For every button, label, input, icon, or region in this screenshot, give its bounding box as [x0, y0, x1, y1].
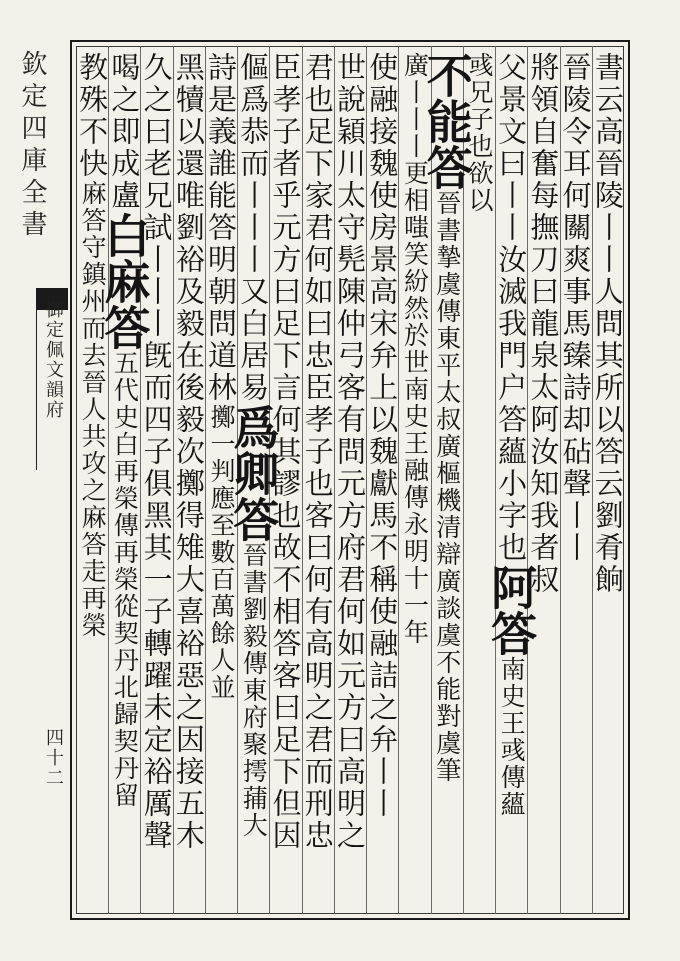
text-column — [69, 52, 115, 908]
page-margin — [0, 0, 70, 961]
body-text: 世說穎川太守髡陳仲弓客有問元方府君何如元方曰高明之 — [333, 52, 367, 852]
body-text: 詩是義誰能答明朝問道林 — [204, 52, 239, 404]
body-text: 父景文曰丨丨汝滅我門户答蘊小字也 — [494, 52, 529, 564]
body-text: 喝之即成盧 — [107, 52, 142, 212]
body-text: 書云高晉陵丨丨人問其所以答云劉肴餉 — [590, 52, 625, 596]
entry-heading: 不能答 — [419, 52, 474, 190]
entry-heading: 爲卿答 — [226, 404, 281, 542]
page-number: 四十二 — [43, 728, 64, 788]
body-text: 黑犢以還唯劉裕及毅在後毅次擲得雉大喜裕惡之因接五木 — [171, 52, 206, 852]
body-text: 久之曰老兄試丨丨丨旣而四子俱黑其一子轉躍未定裕厲聲 — [139, 52, 174, 852]
annotation-text: 麻答守鎮州而去晉人共攻之麻答走再榮 — [78, 180, 108, 639]
annotation-text: 南史王彧傳蘊 — [497, 656, 527, 818]
body-text: 臣孝子者乎元方曰足下言何其謬也故不相答客曰足下但因 — [268, 52, 303, 852]
annotation-text: 廣丨丨丨更相嗤笑紛然於世南史王融傳永明十一年 — [400, 52, 430, 646]
body-text: 君也足下家君何如曰忠臣孝子也客曰何有高明之君而刑忠 — [300, 52, 335, 852]
body-text: 傴爲恭而丨丨丨又白居易 — [236, 52, 271, 404]
body-text: 晉陵令耳何關爽事馬臻詩却砧聲丨丨 — [558, 52, 593, 564]
annotation-text: 晉書劉毅傳東府聚摴蒱大 — [239, 542, 269, 839]
body-text: 使融接魏使房景高宋弁上以魏獻馬不稱使融詰之弁丨丨 — [365, 52, 400, 820]
entry-heading: 阿答 — [484, 564, 539, 656]
annotation-text: 擲一判應至數百萬餘人並 — [207, 404, 237, 701]
annotation-text: 五代史白再榮傳再榮從契丹北歸契丹留 — [110, 350, 140, 809]
annotation-text: 彧兄子也欲以 — [464, 52, 494, 214]
body-text: 教殊不快 — [75, 52, 110, 180]
series-title: 欽定四庫全書 — [17, 50, 47, 242]
margin-divider — [36, 310, 37, 470]
body-text: 將領自奮每撫刀曰龍泉太阿汝知我者叔 — [526, 52, 561, 596]
entry-heading: 白麻答 — [97, 212, 152, 350]
book-title: 御定佩文韻府 — [43, 300, 64, 420]
annotation-text: 晉書摯虞傳東平太叔廣樞機清辯廣談虞不能對虞筆 — [432, 190, 462, 784]
